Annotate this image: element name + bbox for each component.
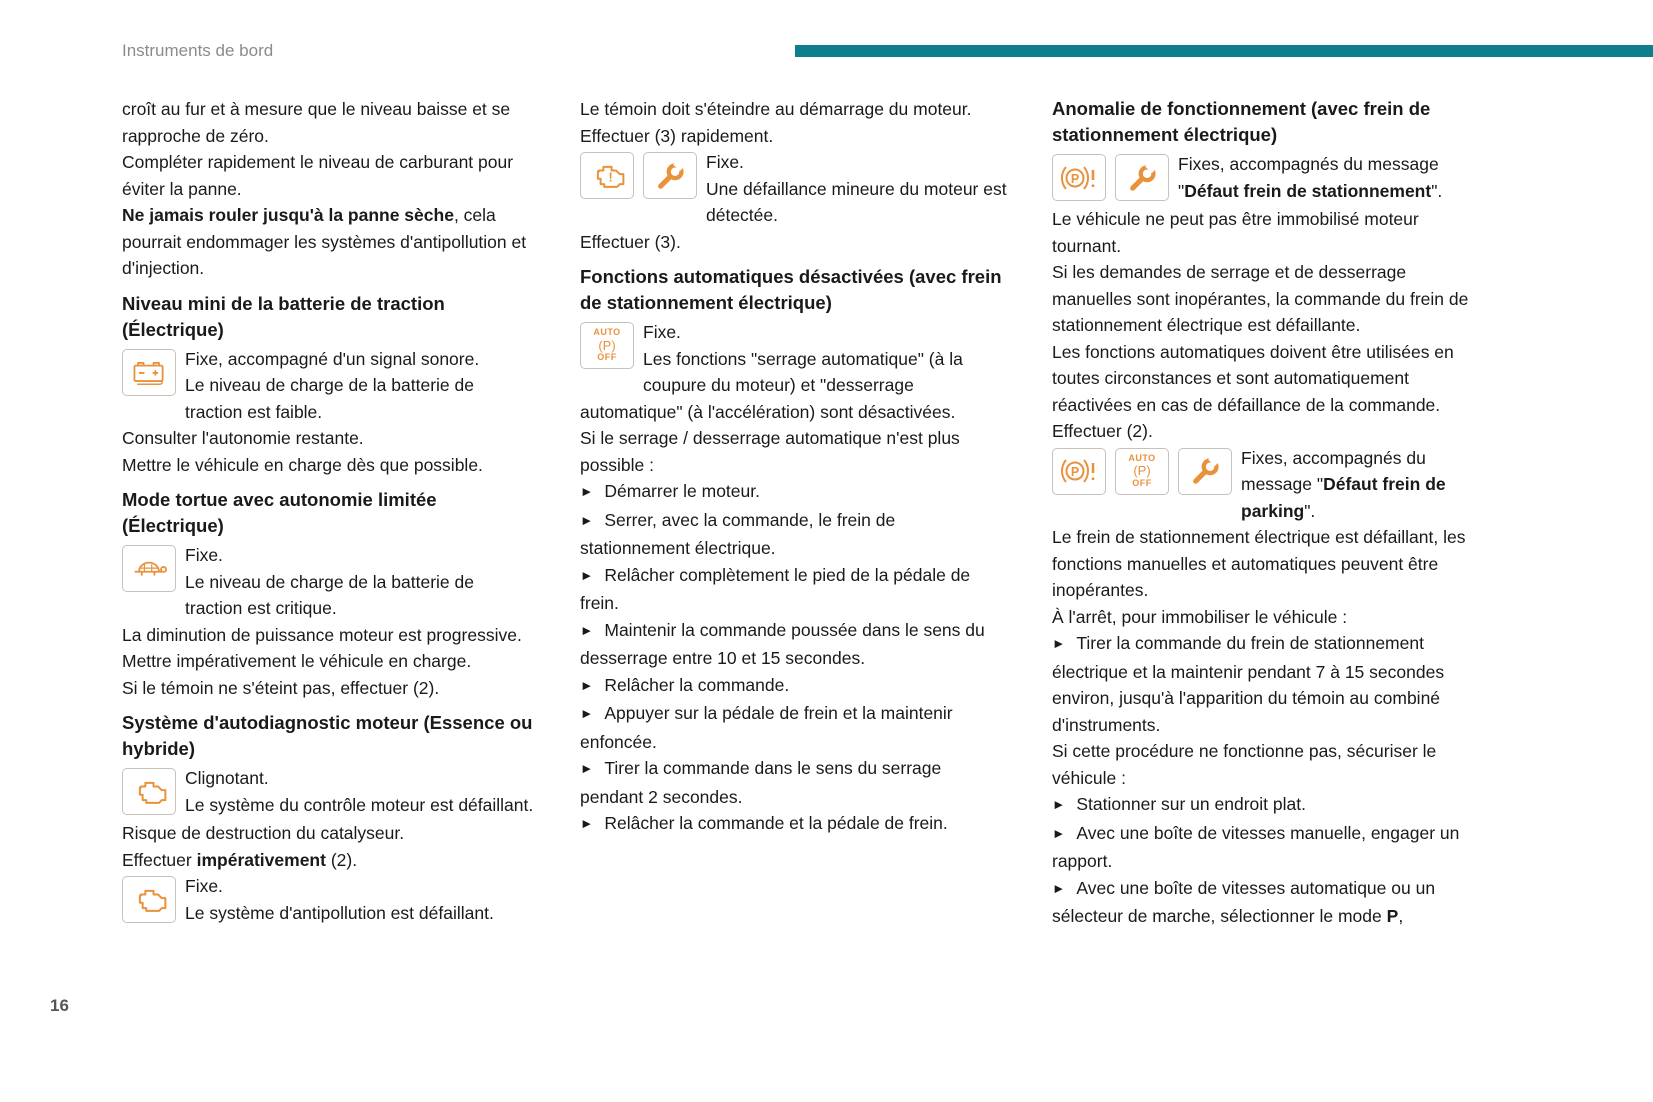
bullet-arrow-icon: ► bbox=[1052, 636, 1066, 651]
text-run: Le niveau de charge de la batterie de traction est faible. bbox=[185, 375, 474, 422]
text-run: Clignotant. bbox=[185, 768, 269, 788]
paragraph bbox=[580, 229, 1007, 256]
engine-warning-icon bbox=[580, 152, 634, 199]
warning-lamp-paragraph bbox=[122, 542, 535, 622]
instruction-item bbox=[580, 478, 1007, 507]
text-run: Si les demandes de serrage et de desserrage manuelles sont inopérantes, la commande du frein de stationnement électrique est défaillante. bbox=[1052, 262, 1469, 335]
text-run: " bbox=[1178, 180, 1185, 201]
bullet-arrow-icon: ► bbox=[580, 567, 594, 583]
paragraph bbox=[1052, 524, 1476, 604]
instruction-item bbox=[580, 562, 1007, 617]
paragraph bbox=[122, 452, 535, 479]
instruction-item bbox=[1052, 875, 1476, 930]
bullet-arrow-icon: ► bbox=[1052, 797, 1066, 812]
text-run: Fonctions automatiques désactivées (avec frein de stationnement électrique) bbox=[580, 266, 1002, 313]
wrench-icon bbox=[1115, 154, 1169, 201]
wrench-icon bbox=[1178, 448, 1232, 495]
text-run: Système d'autodiagnostic moteur (Essence ou hybride) bbox=[122, 712, 533, 759]
text-run: Les fonctions automatiques doivent être utilisées en toutes circonstances et sont automatiquement réactivées en cas de défaillance de la commande. bbox=[1052, 341, 1454, 415]
text-run: ". bbox=[1304, 500, 1316, 521]
text-run: Mode tortue avec autonomie limitée (Électrique) bbox=[122, 489, 437, 536]
warning-lamp-paragraph bbox=[122, 765, 535, 818]
paragraph bbox=[122, 847, 535, 874]
bullet-arrow-icon: ► bbox=[1052, 880, 1066, 896]
paragraph bbox=[122, 622, 535, 649]
warning-lamp-paragraph bbox=[580, 319, 1007, 425]
auto-label: AUTO bbox=[1128, 452, 1156, 463]
text-run: Avec une boîte de vitesses manuelle, engager un rapport. bbox=[1052, 822, 1460, 871]
page-number: 16 bbox=[50, 996, 69, 1015]
text-run: Mettre impérativement le véhicule en charge. bbox=[122, 651, 472, 671]
text-run: Appuyer sur la pédale de frein et la maintenir enfoncée. bbox=[580, 703, 953, 752]
text-run: Si cette procédure ne fonctionne pas, sécuriser le véhicule : bbox=[1052, 741, 1437, 788]
text-run: Anomalie de fonctionnement (avec frein de stationnement électrique) bbox=[1052, 98, 1431, 145]
text-run: La diminution de puissance moteur est progressive. bbox=[122, 624, 522, 645]
wrench-icon bbox=[643, 152, 697, 199]
header-accent-bar bbox=[795, 45, 1653, 57]
text-run: Si le témoin ne s'éteint pas, effectuer (2). bbox=[122, 677, 440, 698]
text-run: Relâcher complètement le pied de la pédale de frein. bbox=[580, 564, 971, 613]
text-run: Démarrer le moteur. bbox=[604, 481, 760, 501]
off-label: OFF bbox=[1132, 477, 1152, 488]
text-run: croît au fur et à mesure que le niveau baisse et se rapproche de zéro. bbox=[122, 99, 511, 146]
text-run: Le système du contrôle moteur est défaillant. bbox=[185, 794, 534, 815]
paragraph bbox=[122, 648, 535, 675]
text-run: Le véhicule ne peut pas être immobilisé moteur tournant. bbox=[1052, 209, 1419, 256]
auto-label: AUTO bbox=[593, 327, 621, 338]
text-run: Relâcher la commande et la pédale de frein. bbox=[604, 813, 948, 833]
auto-park-off-icon bbox=[1115, 448, 1169, 495]
text-run: Fixes, accompagnés du bbox=[1241, 447, 1426, 468]
section-heading bbox=[122, 710, 535, 762]
paragraph bbox=[1052, 738, 1476, 791]
text-run: Fixe. bbox=[706, 152, 744, 172]
text-run: , bbox=[1398, 906, 1404, 926]
park-symbol: (P) bbox=[1133, 463, 1151, 479]
warning-lamp-paragraph bbox=[580, 149, 1007, 229]
paragraph bbox=[580, 425, 1007, 478]
text-run: Serrer, avec la commande, le frein de stationnement électrique. bbox=[580, 509, 896, 558]
paragraph bbox=[122, 96, 535, 149]
paragraph bbox=[1052, 259, 1476, 339]
text-run: Consulter l'autonomie restante. bbox=[122, 428, 364, 448]
paragraph bbox=[580, 96, 1007, 123]
warning-lamp-paragraph bbox=[122, 346, 535, 426]
bullet-arrow-icon: ► bbox=[580, 816, 594, 831]
text-run: Relâcher la commande. bbox=[604, 674, 790, 695]
text-run: Le frein de stationnement électrique est défaillant, les fonctions manuelles et automatiques peuvent être inopérantes. bbox=[1052, 527, 1466, 600]
bullet-arrow-icon: ► bbox=[580, 677, 594, 693]
warning-lamp-paragraph bbox=[1052, 151, 1476, 204]
bold-text: Défaut frein de parking bbox=[1241, 474, 1446, 521]
instruction-item bbox=[1052, 791, 1476, 820]
text-run: À l'arrêt, pour immobiliser le véhicule : bbox=[1052, 606, 1348, 627]
text-run: Une défaillance mineure du moteur est détectée. bbox=[706, 178, 1007, 225]
bullet-arrow-icon: ► bbox=[580, 622, 594, 638]
text-run: Avec une boîte de vitesses automatique ou un sélecteur de marche, sélectionner le mode bbox=[1052, 877, 1436, 926]
instruction-item bbox=[580, 617, 1007, 672]
svg-text:!: ! bbox=[608, 168, 613, 184]
text-run: Le niveau de charge de la batterie de traction est critique. bbox=[185, 571, 474, 618]
text-run: Fixe. bbox=[185, 545, 223, 565]
paragraph bbox=[1052, 604, 1476, 631]
text-run: Tirer la commande dans le sens du serrage pendant 2 secondes. bbox=[580, 758, 942, 807]
text-run: Le système d'antipollution est défaillant. bbox=[185, 902, 494, 923]
warning-lamp-paragraph bbox=[1052, 445, 1476, 525]
text-run: Si le serrage / desserrage automatique n'est plus possible : bbox=[580, 428, 960, 475]
text-run: ". bbox=[1431, 180, 1443, 201]
paragraph bbox=[1052, 206, 1476, 259]
text-run: Les fonctions "serrage automatique" (à la coupure du moteur) et "desserrage automatique" (à l'accélération) sont désactivées. bbox=[580, 348, 963, 422]
instruction-item bbox=[1052, 820, 1476, 875]
text-run: Fixes, accompagnés du message bbox=[1178, 154, 1439, 174]
bold-text: Défaut frein de stationnement bbox=[1184, 180, 1432, 201]
auto-park-off-glyph bbox=[1128, 454, 1155, 489]
bold-text: Ne jamais rouler jusqu'à la panne sèche bbox=[122, 205, 454, 225]
instruction-item bbox=[1052, 630, 1476, 738]
text-run: Fixe, accompagné d'un signal sonore. bbox=[185, 348, 480, 369]
section-heading bbox=[122, 487, 535, 539]
off-label: OFF bbox=[597, 352, 617, 363]
svg-text:P: P bbox=[1070, 171, 1080, 186]
text-run: , cela pourrait endommager les systèmes d'antipollution et d'injection. bbox=[122, 205, 527, 278]
bullet-arrow-icon: ► bbox=[580, 512, 594, 528]
paragraph bbox=[1052, 418, 1476, 445]
paragraph bbox=[122, 675, 535, 702]
engine-icon bbox=[122, 876, 176, 923]
paragraph bbox=[580, 123, 1007, 150]
bullet-arrow-icon: ► bbox=[580, 706, 594, 721]
text-run: Effectuer bbox=[122, 849, 197, 870]
text-run: Fixe. bbox=[643, 322, 681, 342]
park-symbol: (P) bbox=[598, 337, 616, 353]
content-columns bbox=[122, 96, 1476, 930]
section-heading bbox=[122, 291, 535, 343]
paragraph bbox=[1052, 339, 1476, 419]
text-run: Mettre le véhicule en charge dès que possible. bbox=[122, 454, 483, 475]
text-run: Compléter rapidement le niveau de carburant pour éviter la panne. bbox=[122, 152, 514, 199]
column-2 bbox=[580, 96, 1007, 839]
svg-text:P: P bbox=[1070, 465, 1080, 479]
instruction-item bbox=[580, 755, 1007, 810]
warning-lamp-paragraph bbox=[122, 873, 535, 926]
bullet-arrow-icon: ► bbox=[580, 761, 594, 776]
parking-brake-warning-icon bbox=[1052, 154, 1106, 201]
bullet-arrow-icon: ► bbox=[1052, 825, 1066, 841]
text-run: Le témoin doit s'éteindre au démarrage du moteur. bbox=[580, 99, 972, 119]
instruction-item bbox=[580, 810, 1007, 839]
bold-text: impérativement bbox=[196, 849, 326, 870]
instruction-item bbox=[580, 700, 1007, 755]
text-run: Fixe. bbox=[185, 876, 223, 896]
paragraph bbox=[122, 202, 535, 282]
bold-text: P bbox=[1386, 906, 1399, 926]
traction-battery-icon bbox=[122, 349, 176, 396]
auto-park-off-glyph bbox=[593, 328, 620, 363]
instruction-item bbox=[580, 507, 1007, 562]
auto-park-off-icon bbox=[580, 322, 634, 369]
text-run: Risque de destruction du catalyseur. bbox=[122, 823, 405, 843]
text-run: Effectuer (3) rapidement. bbox=[580, 125, 774, 146]
turtle-icon bbox=[122, 545, 176, 592]
text-run: Tirer la commande du frein de stationnement électrique et la maintenir pendant 7 à 15 secondes environ, jusqu'à l'apparition du témoin au combiné d'instruments. bbox=[1052, 633, 1445, 735]
text-run: Stationner sur un endroit plat. bbox=[1076, 794, 1306, 814]
engine-icon bbox=[122, 768, 176, 815]
text-run: Effectuer (2). bbox=[1052, 421, 1153, 441]
text-run: (2). bbox=[325, 849, 358, 870]
parking-brake-warning-icon bbox=[1052, 448, 1106, 495]
paragraph bbox=[122, 149, 535, 202]
column-3 bbox=[1052, 96, 1476, 930]
section-heading bbox=[1052, 96, 1476, 148]
text-run: Maintenir la commande poussée dans le sens du desserrage entre 10 et 15 secondes. bbox=[580, 619, 985, 668]
bullet-arrow-icon: ► bbox=[580, 484, 594, 499]
text-run: Effectuer (3). bbox=[580, 231, 681, 252]
section-header: Instruments de bord bbox=[122, 41, 274, 60]
instruction-item bbox=[580, 672, 1007, 701]
text-run: Niveau mini de la batterie de traction (Électrique) bbox=[122, 292, 445, 340]
section-heading bbox=[580, 264, 1007, 316]
paragraph bbox=[122, 820, 535, 847]
column-1 bbox=[122, 96, 535, 928]
paragraph bbox=[122, 425, 535, 452]
text-run: message " bbox=[1241, 474, 1324, 494]
